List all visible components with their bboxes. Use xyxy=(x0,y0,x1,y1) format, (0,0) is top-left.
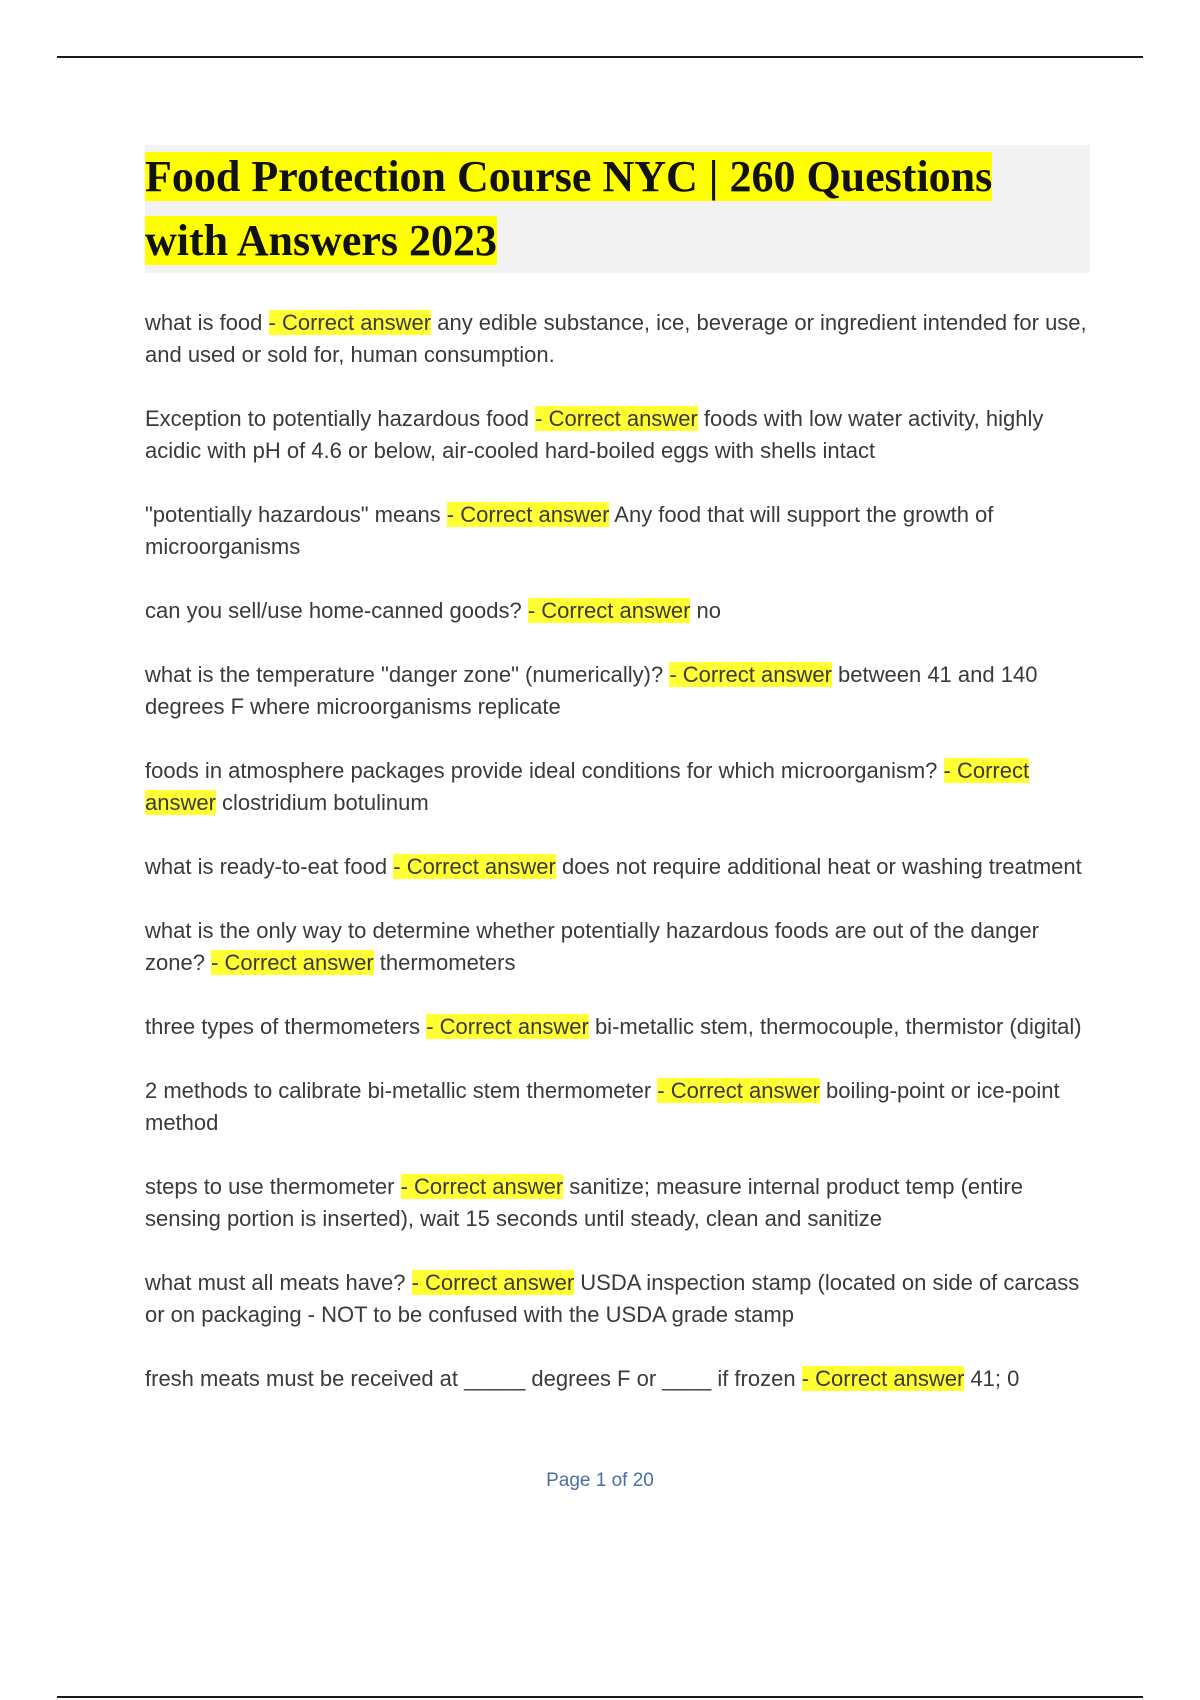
answer-highlight: - Correct answer xyxy=(527,598,691,623)
answer-text: does not require additional heat or washing treatment xyxy=(555,854,1082,879)
answer-highlight: - Correct answer xyxy=(211,950,374,975)
answer-text: 41; 0 xyxy=(964,1366,1020,1391)
qa-item xyxy=(145,595,1090,627)
answer-text: sanitize; measure internal product temp (entire sensing portion is inserted), wait 15 seconds until steady, clean and sanitize xyxy=(145,1174,1023,1231)
answer-highlight: - Correct answer xyxy=(801,1366,965,1391)
question-text: what is the temperature "danger zone" (numerically)? xyxy=(145,662,670,687)
answer-text: between 41 and 140 degrees F where microorganisms replicate xyxy=(145,662,1038,719)
title-line-1: Food Protection Course NYC | 260 Questions xyxy=(145,152,993,201)
question-text: steps to use thermometer xyxy=(145,1174,401,1199)
title-line-2: with Answers 2023 xyxy=(145,216,498,265)
answer-highlight: - Correct answer xyxy=(669,662,832,687)
qa-item xyxy=(145,1171,1090,1235)
question-text: 2 methods to calibrate bi-metallic stem thermometer xyxy=(145,1078,658,1103)
page-number-footer: Page 1 of 20 xyxy=(546,1470,654,1491)
answer-text: any edible substance, ice, beverage or ingredient intended for use, and used or sold for, human consumption. xyxy=(145,310,1087,367)
question-text: "potentially hazardous" means xyxy=(145,502,447,527)
qa-item xyxy=(145,1011,1090,1043)
answer-highlight: - Correct answer xyxy=(446,502,610,527)
question-text: can you sell/use home-canned goods? xyxy=(145,598,528,623)
answer-highlight: - Correct answer xyxy=(426,1014,589,1039)
answer-text: USDA inspection stamp (located on side of carcass or on packaging - NOT to be confused with the USDA grade stamp xyxy=(145,1270,1080,1327)
answer-text: no xyxy=(690,598,721,623)
document-title xyxy=(145,145,1090,273)
answer-highlight: - Correct answer xyxy=(657,1078,820,1103)
answer-highlight: - Correct answer xyxy=(145,758,1030,815)
answer-highlight: - Correct answer xyxy=(400,1174,564,1199)
top-rule xyxy=(57,56,1143,58)
question-text: what is food xyxy=(145,310,269,335)
answer-highlight: - Correct answer xyxy=(393,854,556,879)
qa-item xyxy=(145,1075,1090,1139)
answer-text: clostridium botulinum xyxy=(215,790,429,815)
qa-item xyxy=(145,499,1090,563)
answer-text: boiling-point or ice-point method xyxy=(145,1078,1060,1135)
answer-text: Any food that will support the growth of microorganisms xyxy=(145,502,994,559)
answer-highlight: - Correct answer xyxy=(268,310,432,335)
answer-text: bi-metallic stem, thermocouple, thermistor (digital) xyxy=(588,1014,1082,1039)
question-text: what must all meats have? xyxy=(145,1270,412,1295)
question-text: Exception to potentially hazardous food xyxy=(145,406,536,431)
question-text: what is ready-to-eat food xyxy=(145,854,394,879)
qa-item xyxy=(145,915,1090,979)
qa-item xyxy=(145,1363,1090,1395)
document-body xyxy=(145,145,1090,1395)
qa-item xyxy=(145,307,1090,371)
qa-item xyxy=(145,659,1090,723)
bottom-rule xyxy=(57,1696,1143,1698)
question-text: foods in atmosphere packages provide ideal conditions for which microorganism? xyxy=(145,758,944,783)
qa-item xyxy=(145,1267,1090,1331)
qa-item xyxy=(145,403,1090,467)
question-text: what is the only way to determine whether potentially hazardous foods are out of the danger zone? xyxy=(145,918,1039,975)
answer-highlight: - Correct answer xyxy=(535,406,698,431)
answer-highlight: - Correct answer xyxy=(411,1270,575,1295)
question-text: three types of thermometers xyxy=(145,1014,427,1039)
qa-item xyxy=(145,851,1090,883)
answer-text: thermometers xyxy=(373,950,516,975)
answer-text: foods with low water activity, highly acidic with pH of 4.6 or below, air-cooled hard-boiled eggs with shells intact xyxy=(145,406,1044,463)
question-text: fresh meats must be received at _____ degrees F or ____ if frozen xyxy=(145,1366,802,1391)
qa-item xyxy=(145,755,1090,819)
